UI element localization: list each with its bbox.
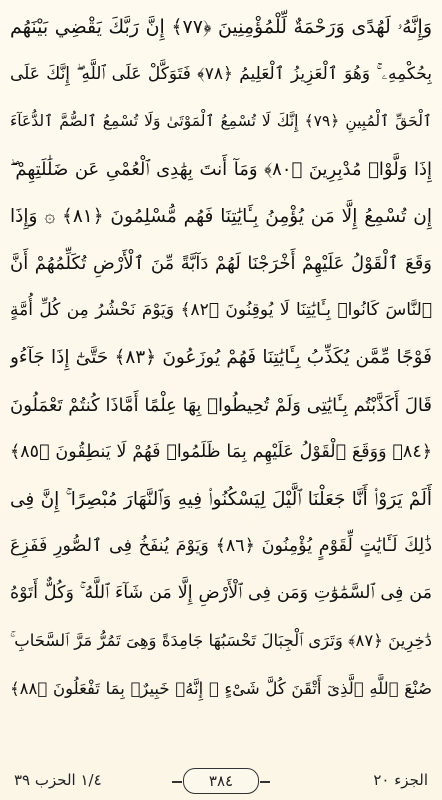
verse-line-11: أَلَمْ يَرَوْا۟ أَنَّا جَعَلْنَا ٱلَّيْلَ لِيَسْكُنُوا۟ فِيهِ وَٱلنَّهَارَ مُبْصِرًا ۚ إِنَّ فِى (10, 488, 432, 510)
verse-line-7: ٱلنَّاسَ كَانُوا۟ بِـَٔايَٰتِنَا لَا يُوقِنُونَ ﴿٨٢﴾ وَيَوْمَ نَحْشُرُ مِن كُلِّ أُمَّةٍ (10, 300, 432, 321)
verse-line-9: قَالَ أَكَذَّبْتُم بِـَٔايَٰتِى وَلَمْ تُحِيطُوا۟ بِهَا عِلْمًا أَمَّاذَا كُنتُمْ تَعْمَلُونَ (10, 394, 432, 416)
verse-line-8: فَوْجًا مِّمَّن يُكَذِّبُ بِـَٔايَٰتِنَا فَهُمْ يُوزَعُونَ ﴿٨٣﴾ حَتَّىٰٓ إِذَا جَآءُو (10, 347, 432, 369)
verse-line-1: وَإِنَّهُۥ لَهُدًى وَرَحْمَةٌ لِّلْمُؤْمِنِينَ ﴿٧٧﴾ إِنَّ رَبَّكَ يَقْضِي بَيْنَهُم (10, 16, 432, 38)
verse-line-3: ٱلْحَقِّ ٱلْمُبِينِ ﴿٧٩﴾ إِنَّكَ لَا تُسْمِعُ ٱلْمَوْتَىٰ وَلَا تُسْمِعُ ٱلصُّمَّ ٱلدُّعَآءَ (10, 112, 432, 131)
page-footer (0, 760, 442, 800)
page-number: ٣٨٤ (183, 768, 259, 794)
verse-line-2: بِحُكْمِهِۦ ۚ وَهُوَ ٱلْعَزِيزُ ٱلْعَلِيمُ ﴿٧٨﴾ فَتَوَكَّلْ عَلَى ٱللَّهِ ۖ إِنَّكَ عَلَى (10, 64, 432, 85)
verses-block (10, 4, 432, 712)
verse-line-5: إِن تُسْمِعُ إِلَّا مَن يُؤْمِنُ بِـَٔايَٰتِنَا فَهُم مُّسْلِمُونَ ﴿٨١﴾ ۞ وَإِذَا (10, 205, 432, 227)
juz-label: الجزء ٢٠ (373, 771, 428, 789)
verse-line-15: صُنْعَ ٱللَّهِ ٱلَّذِىٓ أَتْقَنَ كُلَّ شَىْءٍ ۚ إِنَّهُۥ خَبِيرٌۢ بِمَا تَفْعَلُونَ ﴿٨٨﴾ (10, 678, 432, 698)
verse-line-4: إِذَا وَلَّوْا۟ مُدْبِرِينَ ﴿٨٠﴾ وَمَآ أَنتَ بِهَٰدِى ٱلْعُمْىِ عَن ضَلَٰلَتِهِمْ ۖ (10, 158, 432, 180)
verse-line-10: ﴿٨٤﴾ وَوَقَعَ ٱلْقَوْلُ عَلَيْهِم بِمَا ظَلَمُوا۟ فَهُمْ لَا يَنطِقُونَ ﴿٨٥﴾ (10, 441, 432, 462)
verse-line-12: ذَٰلِكَ لَـَٔايَٰتٍ لِّقَوْمٍ يُؤْمِنُونَ ﴿٨٦﴾ وَيَوْمَ يُنفَخُ فِى ٱلصُّورِ فَفَزِعَ (10, 536, 432, 557)
verse-line-13: مَن فِى ٱلسَّمَٰوَٰتِ وَمَن فِى ٱلْأَرْضِ إِلَّا مَن شَآءَ ٱللَّهُ ۚ وَكُلٌّ أَتَوْهُ (10, 583, 432, 604)
hizb-label: ١/٤ الحزب ٣٩ (14, 771, 102, 789)
verse-line-6: وَقَعَ ٱلْقَوْلُ عَلَيْهِمْ أَخْرَجْنَا لَهُمْ دَآبَّةً مِّنَ ٱلْأَرْضِ تُكَلِّمُهُمْ أَنَّ (10, 252, 432, 274)
verse-line-14: دَٰخِرِينَ ﴿٨٧﴾ وَتَرَى ٱلْجِبَالَ تَحْسَبُهَا جَامِدَةً وَهِىَ تَمُرُّ مَرَّ ٱلسَّحَابِ ۚ (10, 631, 432, 651)
